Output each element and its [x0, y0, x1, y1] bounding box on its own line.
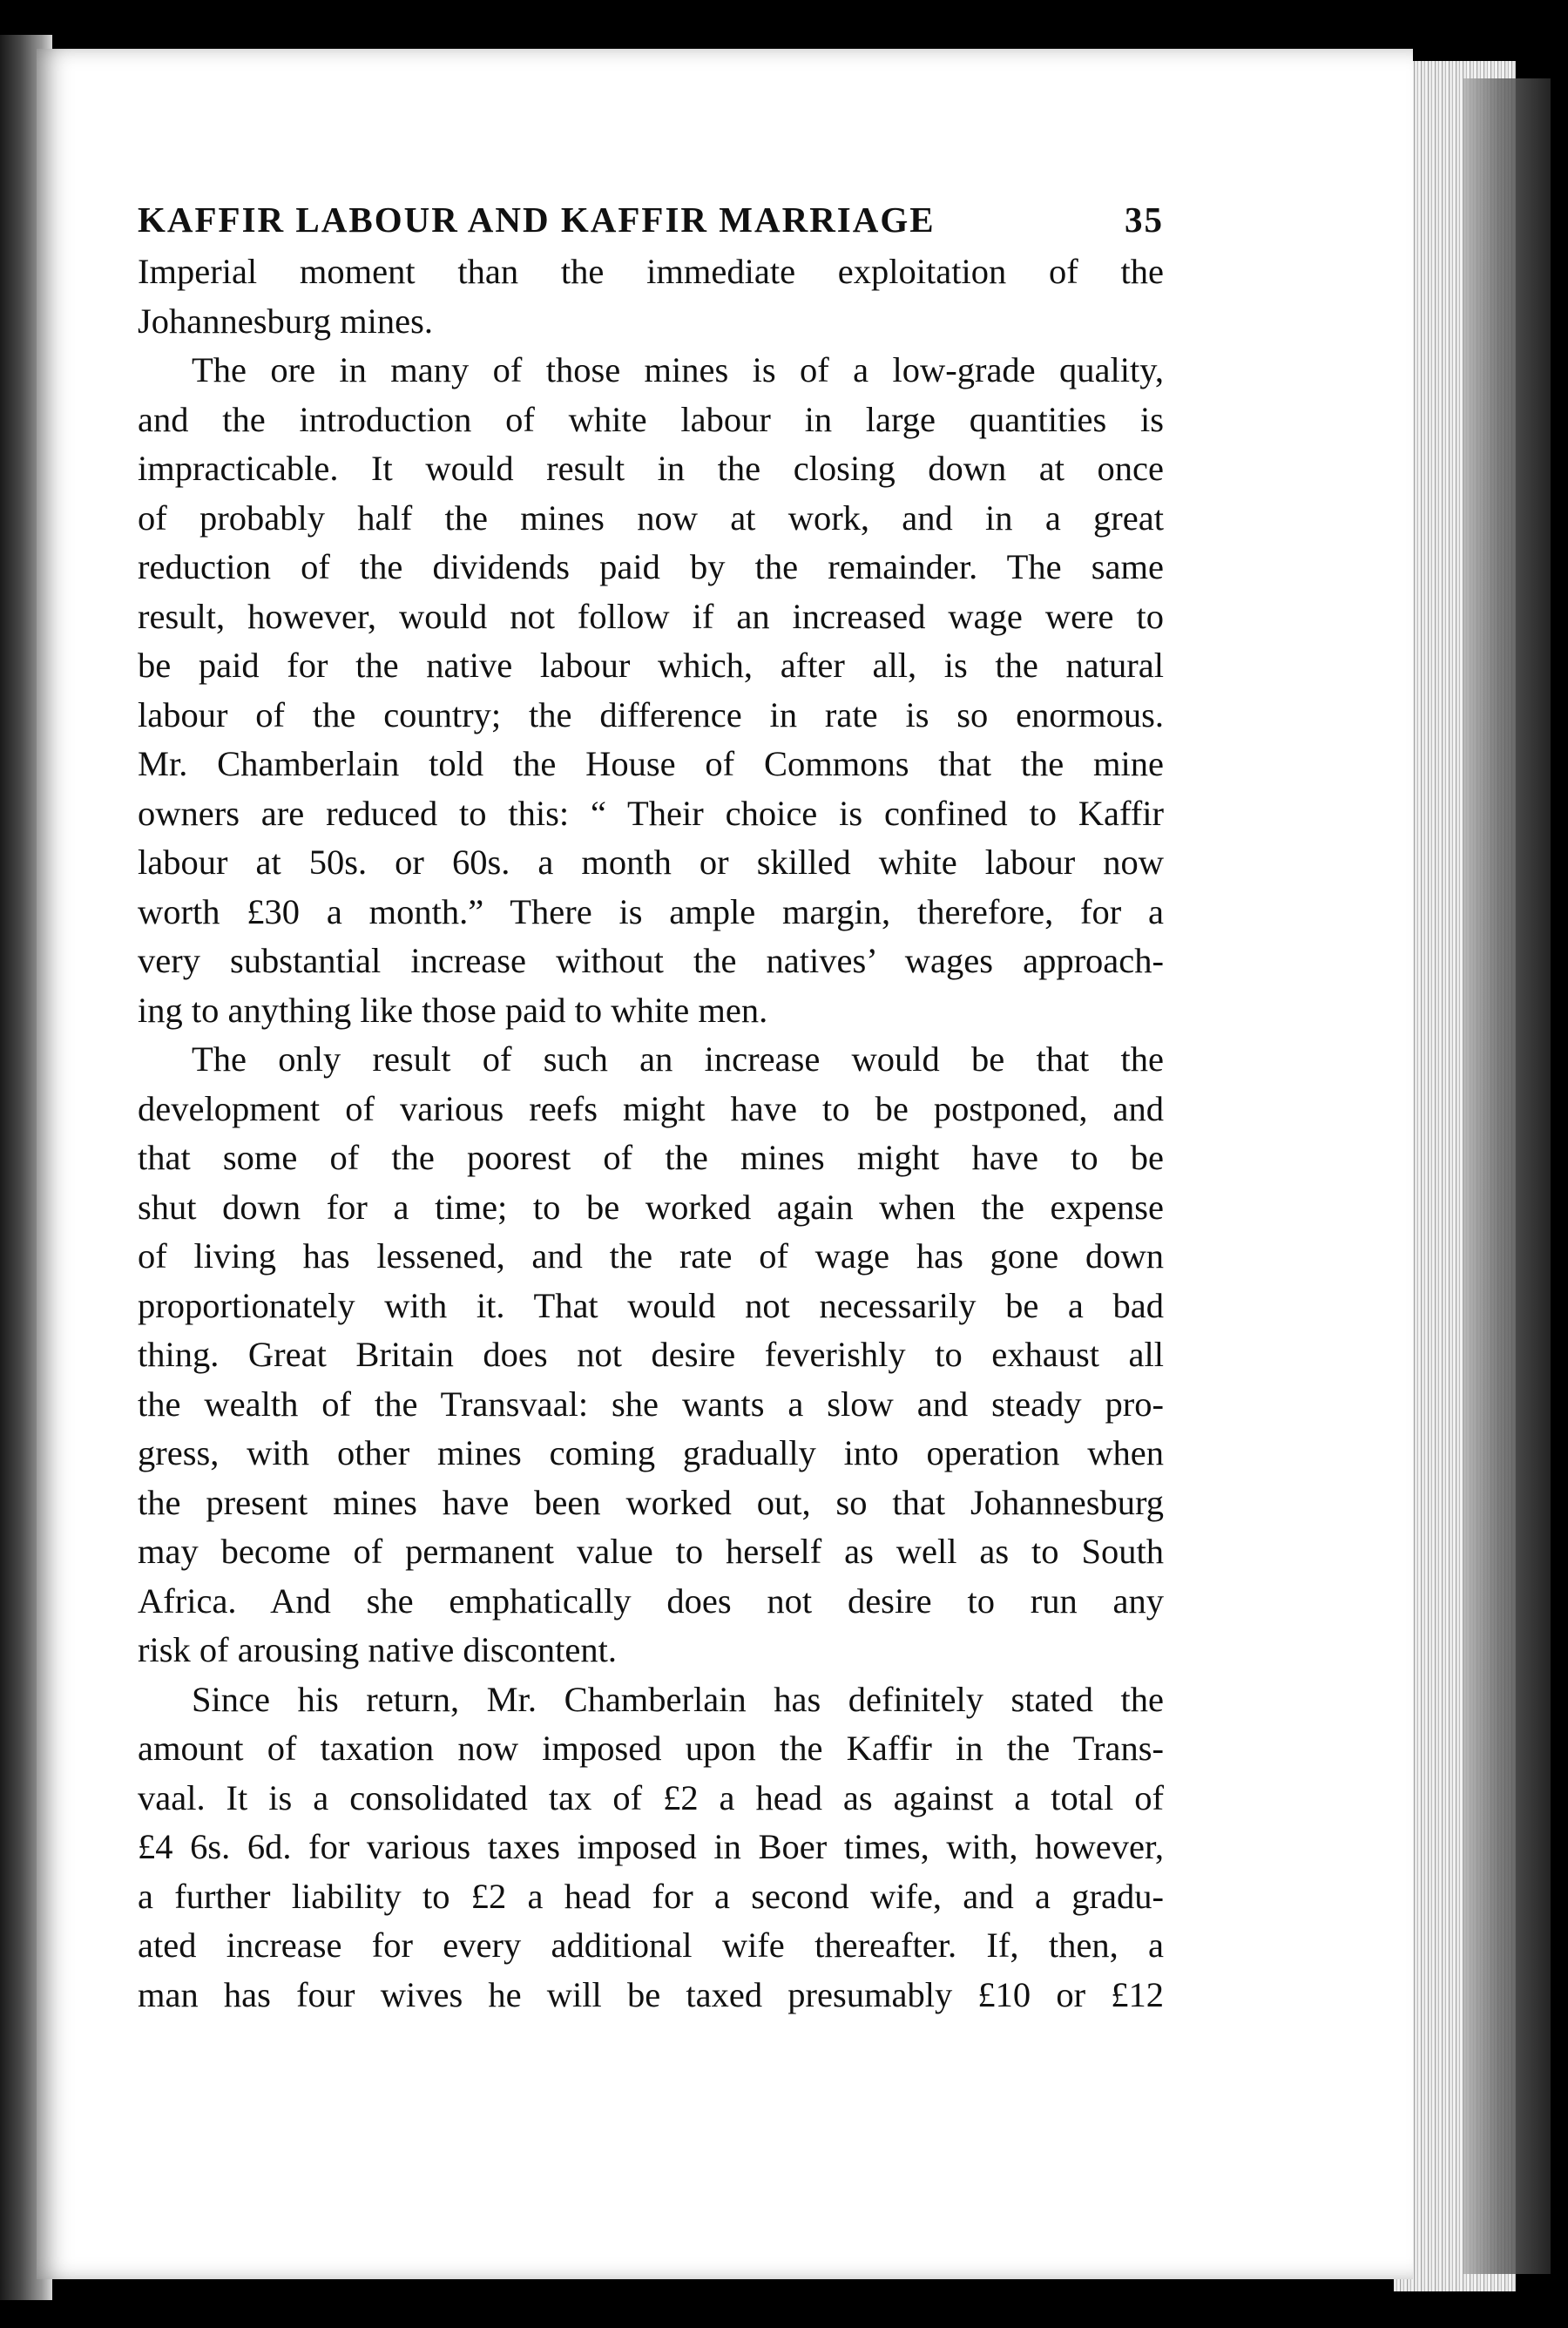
text-line: shut down for a time; to be worked again when the expense [138, 1187, 1164, 1227]
text-line: very substantial increase without the natives’ wages approach- [138, 941, 1164, 980]
running-head [138, 193, 1164, 246]
text-line: may become of permanent value to herself as well as to South [138, 1532, 1164, 1571]
text-line: gress, with other mines coming gradually into operation when [138, 1433, 1164, 1472]
text-line: the present mines have been worked out, so that Johannesburg [138, 1482, 1164, 1522]
text-line: risk of arousing native discontent. [138, 1630, 618, 1669]
text-line: Since his return, Mr. Chamberlain has definitely stated the [192, 1679, 1164, 1719]
text-line: development of various reefs might have to be postponed, and [138, 1088, 1164, 1128]
text-line: a further liability to £2 a head for a second wife, and a gradu- [138, 1876, 1164, 1916]
text-line: labour at 50s. or 60s. a month or skilled white labour now [138, 843, 1164, 882]
text-line: The only result of such an increase would be that the [192, 1039, 1164, 1079]
text-line: reduction of the dividends paid by the remainder. The same [138, 547, 1164, 586]
text-line: owners are reduced to this: “ Their choice is confined to Kaffir [138, 793, 1164, 833]
text-line: proportionately with it. That would not necessarily be a bad [138, 1285, 1164, 1325]
text-line: vaal. It is a consolidated tax of £2 a head as against a total of [138, 1777, 1164, 1817]
text-line: worth £30 a month.” There is ample margin, therefore, for a [138, 891, 1164, 931]
text-line: Mr. Chamberlain told the House of Commons that the mine [138, 744, 1164, 783]
text-line: of living has lessened, and the rate of wage has gone down [138, 1236, 1164, 1276]
text-line: the wealth of the Transvaal: she wants a slow and steady pro- [138, 1384, 1164, 1424]
text-line: that some of the poorest of the mines might have to be [138, 1138, 1164, 1177]
text-line: thing. Great Britain does not desire feverishly to exhaust all [138, 1335, 1164, 1374]
text-line: The ore in many of those mines is of a low-grade quality, [192, 350, 1164, 389]
text-line: ing to anything like those paid to white men. [138, 990, 768, 1030]
text-line: of probably half the mines now at work, and in a great [138, 497, 1164, 538]
text-line: result, however, would not follow if an increased wage were to [138, 596, 1164, 636]
text-line: and the introduction of white labour in large quantities is [138, 399, 1164, 439]
text-line: amount of taxation now imposed upon the Kaffir in the Trans- [138, 1729, 1164, 1768]
text-line: £4 6s. 6d. for various taxes imposed in Boer times, with, however, [138, 1827, 1164, 1866]
text-line: labour of the country; the difference in rate is so enormous. [138, 694, 1164, 734]
text-line: impracticable. It would result in the closing down at once [138, 449, 1164, 488]
page-stack-shadow [1463, 78, 1551, 2274]
text-block [138, 193, 1164, 2020]
text-line: be paid for the native labour which, after all, is the natural [138, 646, 1164, 685]
running-head-title: KAFFIR LABOUR AND KAFFIR MARRIAGE [138, 200, 936, 240]
text-line: Johannesburg mines. [138, 301, 433, 341]
text-line: ated increase for every additional wife thereafter. If, then, a [138, 1925, 1164, 1965]
text-line: Imperial moment than the immediate exploitation of the [138, 252, 1164, 291]
text-line: man has four wives he will be taxed presumably £10 or £12 [138, 1974, 1164, 2014]
page-number: 35 [1125, 200, 1164, 240]
text-line: Africa. And she emphatically does not desire to run any [138, 1580, 1164, 1621]
